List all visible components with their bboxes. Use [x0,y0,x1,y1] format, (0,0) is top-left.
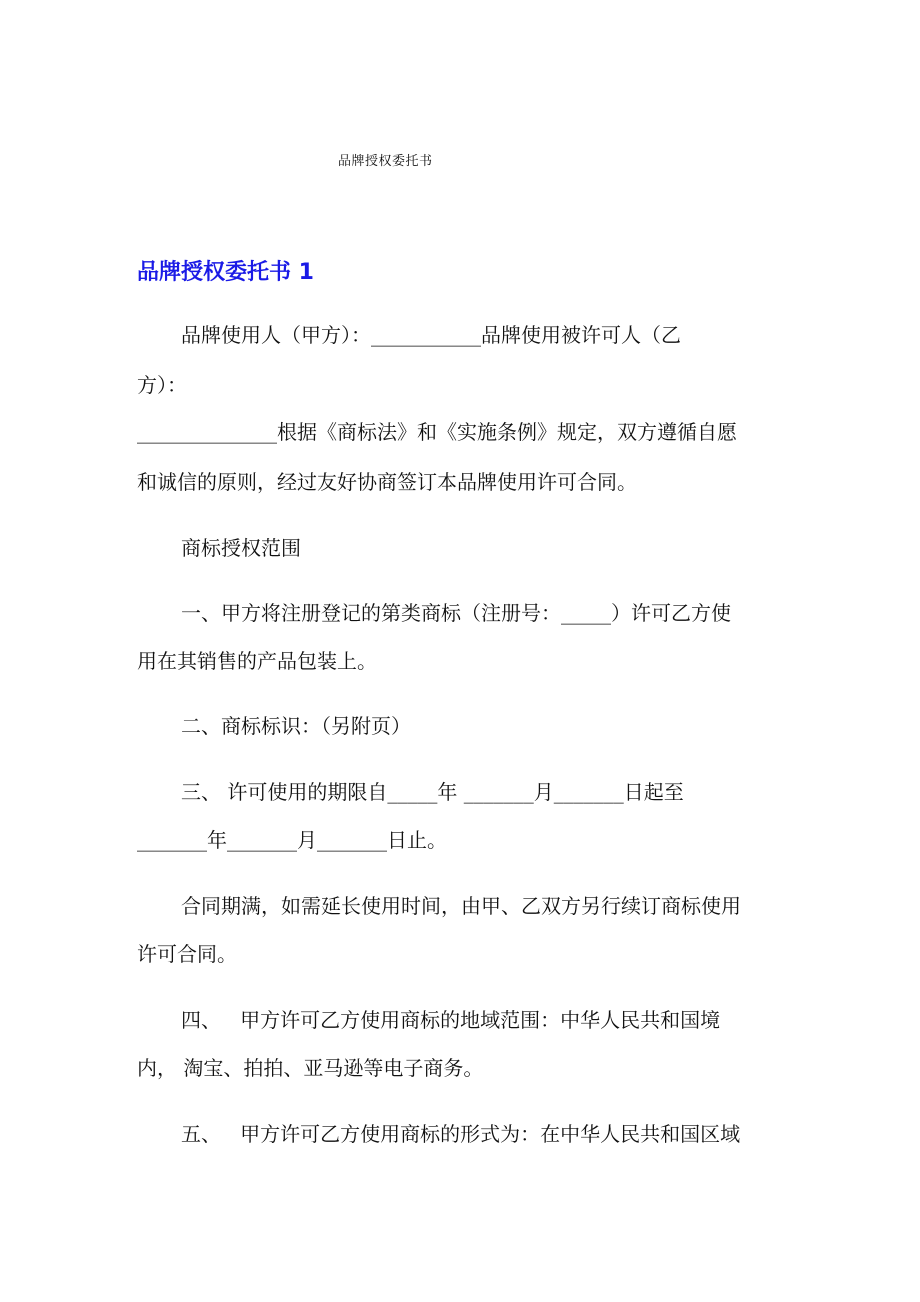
paragraph-line: _______年_______月_______日止。 [137,828,447,852]
paragraph-line: ______________根据《商标法》和《实施条例》规定，双方遵循自愿 [137,420,737,444]
section-heading: 商标授权范围 [181,536,301,560]
paragraph-line: 三、 许可使用的期限自_____年 _______月_______日起至 [181,780,684,804]
paragraph-line: 品牌使用人（甲方）：___________品牌使用被许可人（乙 [181,323,681,347]
paragraph-line: 和诚信的原则，经过友好协商签订本品牌使用许可合同。 [137,470,637,494]
paragraph-line: 五、 甲方许可乙方使用商标的形式为：在中华人民共和国区域 [181,1122,741,1146]
paragraph-line: 一、甲方将注册登记的第类商标（注册号：_____）许可乙方使 [181,601,731,625]
paragraph-line: 许可合同。 [137,942,237,966]
paragraph-line: 用在其销售的产品包装上。 [137,649,377,673]
paragraph-line: 合同期满，如需延长使用时间，由甲、乙双方另行续订商标使用 [181,894,741,918]
paragraph-line: 方）： [137,373,187,397]
document-title: 品牌授权委托书 1 [137,260,314,285]
paragraph-line: 二、商标标识：（另附页） [181,714,411,738]
running-header: 品牌授权委托书 [338,154,433,169]
paragraph-line: 四、 甲方许可乙方使用商标的地域范围：中华人民共和国境 [181,1008,721,1032]
paragraph-line: 内， 淘宝、拍拍、亚马逊等电子商务。 [137,1056,484,1080]
